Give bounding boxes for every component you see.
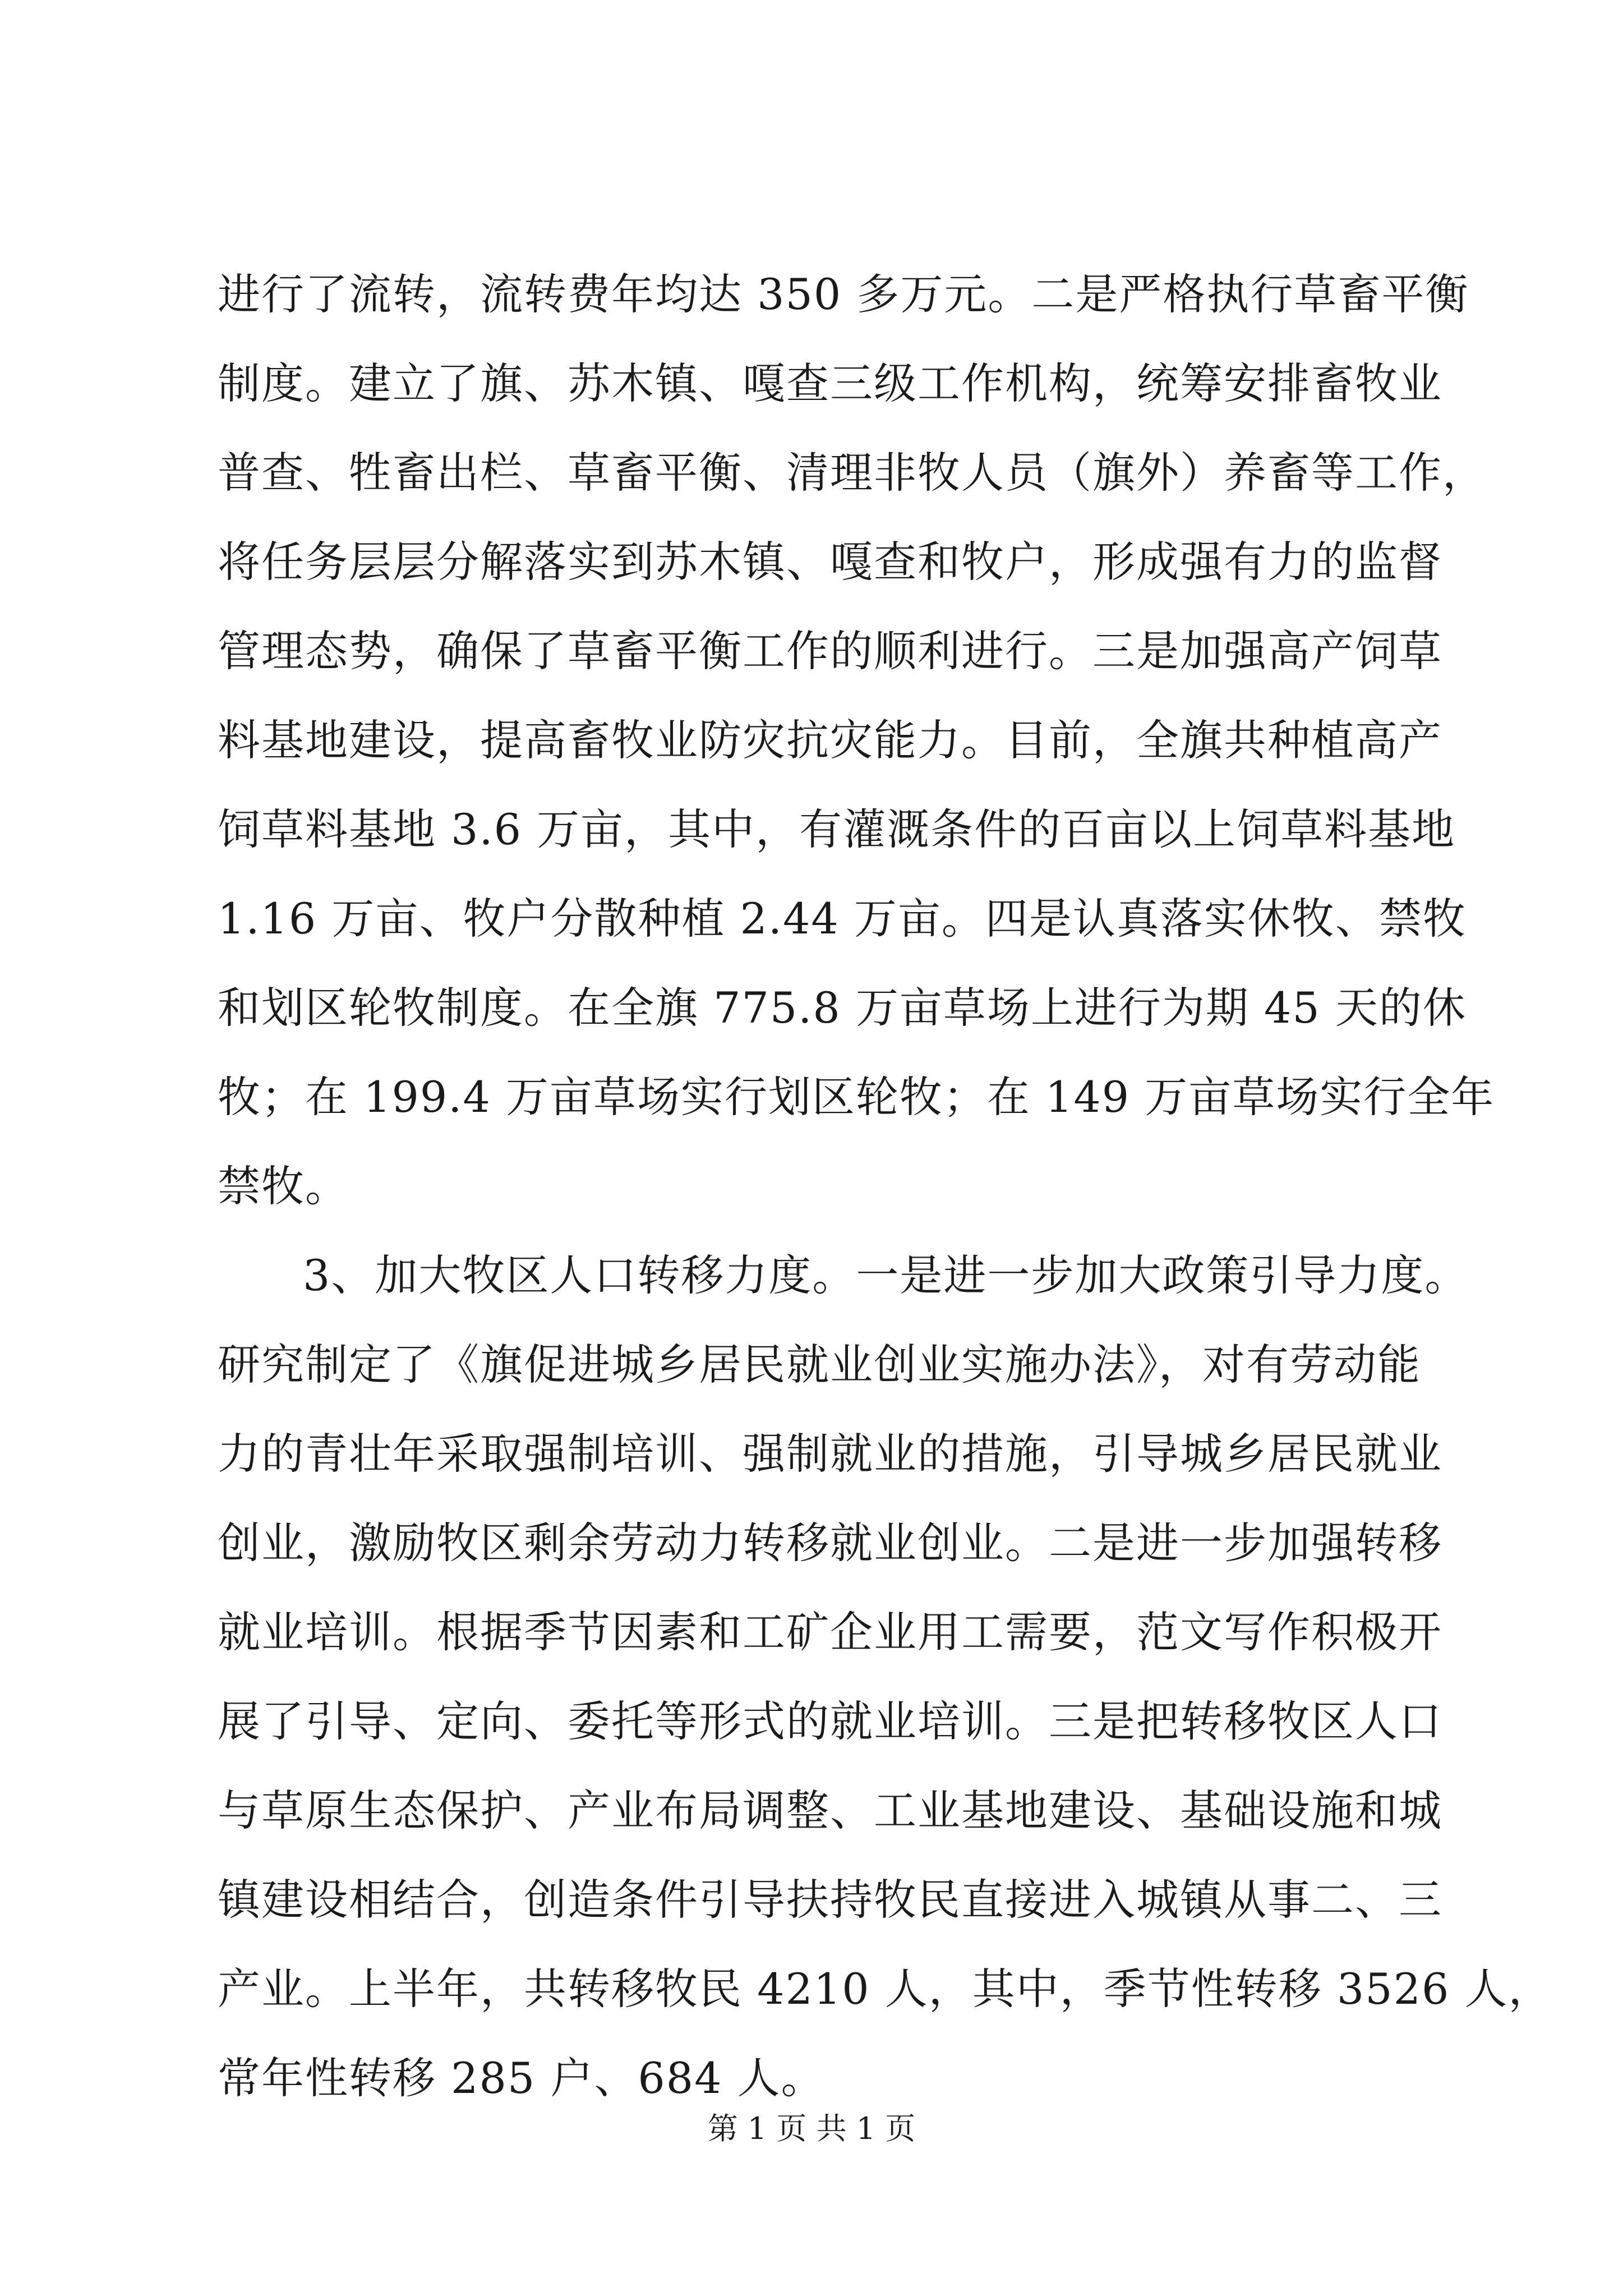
text-line: 普查、牲畜出栏、草畜平衡、清理非牧人员（旗外）养畜等工作， [218,448,1486,498]
text-line-indented: 3、加大牧区人口转移力度。一是进一步加大政策引导力度。 [303,1250,1469,1300]
text-line: 镇建设相结合，创造条件引导扶持牧民直接进入城镇从事二、三 [218,1875,1442,1925]
text-line: 研究制定了《旗促进城乡居民就业创业实施办法》，对有劳动能 [218,1340,1421,1389]
text-line: 禁牧。 [218,1161,349,1211]
paragraph-population-transfer [218,1231,1552,2123]
text-line: 力的青壮年采取强制培训、强制就业的措施，引导城乡居民就业 [218,1429,1442,1479]
text-line: 与草原生态保护、产业布局调整、工业基地建设、基础设施和城 [218,1786,1442,1835]
text-line: 常年性转移 285 户、684 人。 [218,2053,825,2103]
text-line: 管理态势，确保了草畜平衡工作的顺利进行。三是加强高产饲草 [218,626,1442,676]
text-line: 料基地建设，提高畜牧业防灾抗灾能力。目前，全旗共种植高产 [218,715,1442,765]
document-body [218,250,1552,2123]
text-line: 牧；在 199.4 万亩草场实行划区轮牧；在 149 万亩草场实行全年 [218,1072,1495,1122]
page-footer [0,2112,1623,2146]
text-line: 饲草料基地 3.6 万亩，其中，有灌溉条件的百亩以上饲草料基地 [218,804,1456,854]
text-line: 就业培训。根据季节因素和工矿企业用工需要，范文写作积极开 [218,1607,1442,1657]
text-line: 进行了流转，流转费年均达 350 多万元。二是严格执行草畜平衡 [218,269,1469,319]
paragraph-grassland-management [218,250,1495,1231]
text-line: 将任务层层分解落实到苏木镇、嘎查和牧户，形成强有力的监督 [218,537,1442,587]
text-line: 制度。建立了旗、苏木镇、嘎查三级工作机构，统筹安排畜牧业 [218,358,1442,408]
text-line: 产业。上半年，共转移牧民 4210 人，其中，季节性转移 3526 人， [218,1964,1552,2014]
text-line: 1.16 万亩、牧户分散种植 2.44 万亩。四是认真落实休牧、禁牧 [218,894,1467,944]
text-line: 和划区轮牧制度。在全旗 775.8 万亩草场上进行为期 45 天的休 [218,983,1467,1033]
text-line: 创业，激励牧区剩余劳动力转移就业创业。二是进一步加强转移 [218,1518,1442,1568]
page-number-label: 第 1 页 共 1 页 [707,2111,916,2146]
text-line: 展了引导、定向、委托等形式的就业培训。三是把转移牧区人口 [218,1696,1442,1746]
